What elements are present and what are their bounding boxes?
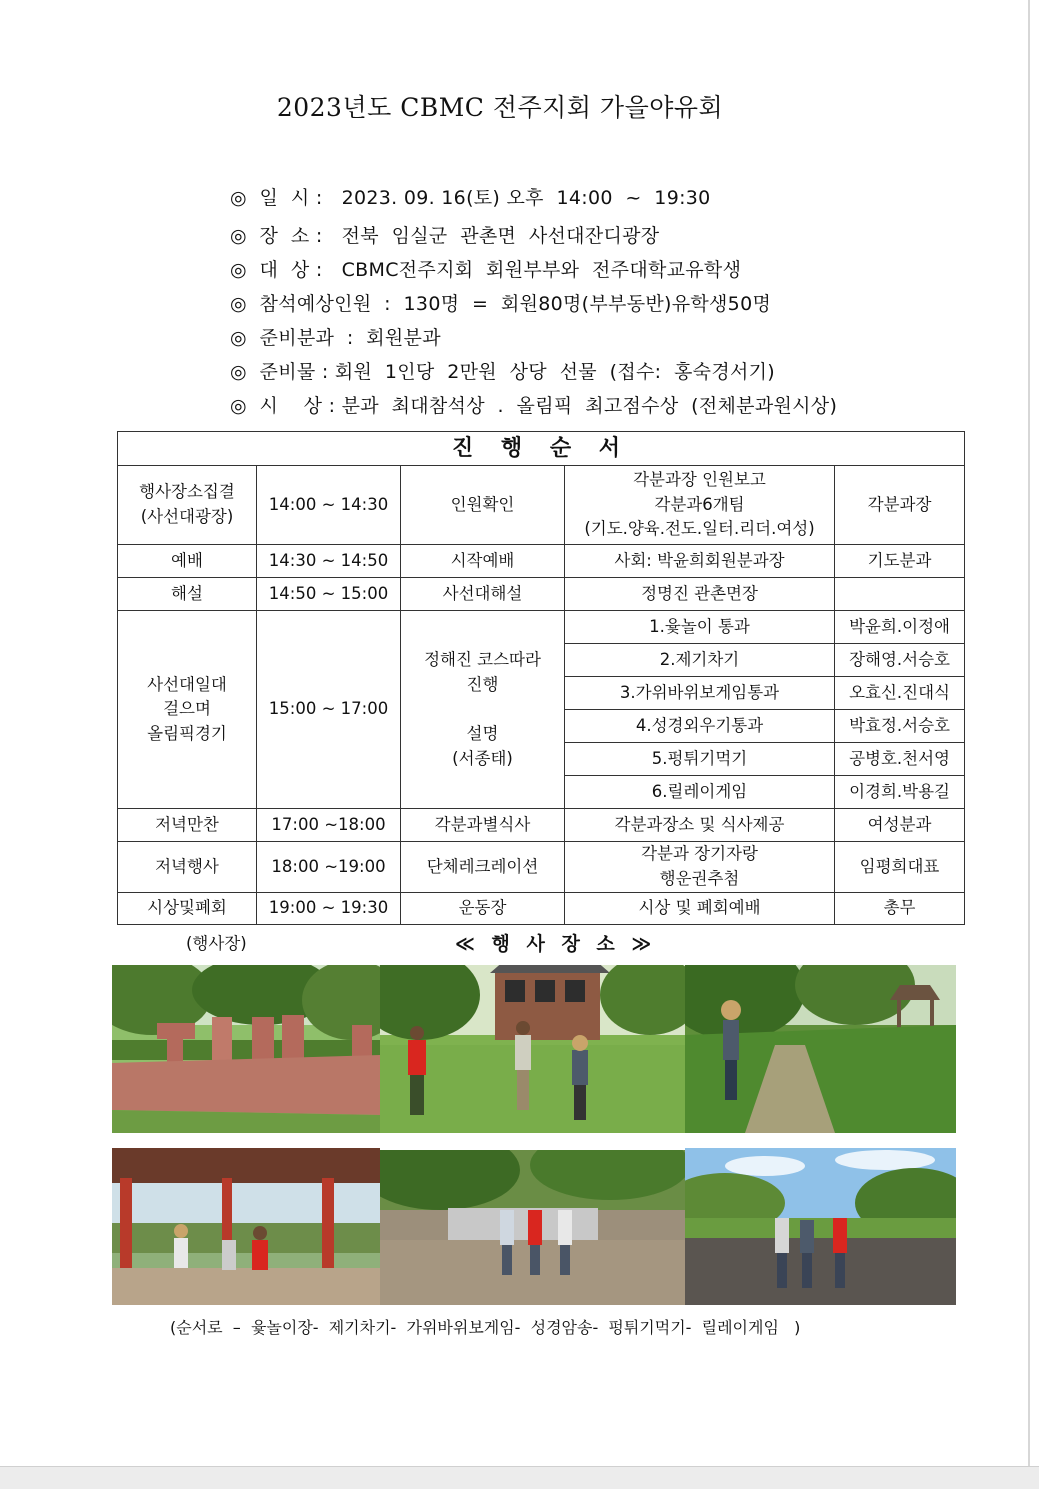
photo-pavilion xyxy=(112,1148,380,1305)
game-owner: 장해영.서승호 xyxy=(835,644,965,677)
cell-owner: 기도분과 xyxy=(835,545,965,578)
schedule-title: 진 행 순 서 xyxy=(118,432,965,466)
cell-text: (서종태) xyxy=(452,748,513,768)
info-attendance: ◎ 참석예상인원 : 130명 = 회원80명(부부동반)유학생50명 xyxy=(230,293,772,315)
cell-time: 19:00 ~ 19:30 xyxy=(257,892,401,924)
cell-time: 14:30 ~ 14:50 xyxy=(257,545,401,578)
cell-text: 진행 xyxy=(466,674,499,694)
cell-text: 행운권추첨 xyxy=(659,869,740,889)
game-owner: 공병호.천서영 xyxy=(835,743,965,776)
document-title: 2023년도 CBMC 전주지회 가을야유회 xyxy=(276,93,724,122)
page-bottom-strip xyxy=(0,1466,1039,1489)
cell-owner xyxy=(835,578,965,611)
cell-time: 15:00 ~ 17:00 xyxy=(257,611,401,809)
venue-heading: ≪ 행 사 장 소 ≫ xyxy=(455,933,657,955)
cell-event: 단체레크레이션 xyxy=(401,842,565,893)
game-owner: 오효신.진대식 xyxy=(835,677,965,710)
cell-event: 각분과별식사 xyxy=(401,809,565,842)
game-name: 3.가위바위보게임통과 xyxy=(565,677,835,710)
cell-time: 14:00 ~ 14:30 xyxy=(257,466,401,545)
cell-category: 저녁행사 xyxy=(118,842,257,893)
schedule-table xyxy=(117,431,965,925)
game-name: 6.릴레이게임 xyxy=(565,776,835,809)
photo-order-caption: (순서로 – 윷놀이장- 제기차기- 가위바위보게임- 성경암송- 펑튀기먹기- 릴레이게임 ) xyxy=(170,1318,801,1337)
cell-text: 사선대일대 xyxy=(147,674,227,694)
cell-event: 운동장 xyxy=(401,892,565,924)
photo-field-path xyxy=(685,965,956,1133)
info-awards: ◎ 시 상 : 분과 최대참석상 . 올림픽 최고점수상 (전체분과원시상) xyxy=(230,395,838,417)
table-row xyxy=(118,466,965,545)
cell-text: (기도.양육.전도.일터.리더.여성) xyxy=(584,519,815,539)
cell-category xyxy=(118,611,257,809)
cell-time: 17:00 ~18:00 xyxy=(257,809,401,842)
info-target: ◎ 대 상 : CBMC전주지회 회원부부와 전주대학교유학생 xyxy=(230,259,742,281)
game-owner: 이경희.박용길 xyxy=(835,776,965,809)
cell-text: (사선대광장) xyxy=(140,507,234,527)
table-row xyxy=(118,842,965,893)
cell-event xyxy=(401,611,565,809)
cell-time: 18:00 ~19:00 xyxy=(257,842,401,893)
cell-detail: 사회: 박윤희회원분과장 xyxy=(565,545,835,578)
game-name: 5.펑튀기먹기 xyxy=(565,743,835,776)
cell-text: 올림픽경기 xyxy=(147,724,227,744)
game-name: 1.윷놀이 통과 xyxy=(565,611,835,644)
cell-text: 각분과6개팀 xyxy=(654,494,745,514)
cell-event: 사선대해설 xyxy=(401,578,565,611)
venue-label: (행사장) xyxy=(186,934,247,953)
photo-gravel-yard xyxy=(380,1150,685,1305)
cell-text: 각분과장 인원보고 xyxy=(633,469,766,489)
game-name: 2.제기차기 xyxy=(565,644,835,677)
photo-stage xyxy=(112,965,380,1133)
table-row xyxy=(118,892,965,924)
page-right-border xyxy=(1028,0,1030,1468)
cell-category: 해설 xyxy=(118,578,257,611)
info-date: ◎ 일 시 : 2023. 09. 16(토) 오후 14:00 ~ 19:30 xyxy=(230,187,711,209)
cell-detail: 시상 및 폐회예배 xyxy=(565,892,835,924)
cell-owner: 여성분과 xyxy=(835,809,965,842)
cell-owner: 각분과장 xyxy=(835,466,965,545)
cell-category xyxy=(118,466,257,545)
cell-category: 저녁만찬 xyxy=(118,809,257,842)
cell-detail xyxy=(565,466,835,545)
game-owner: 박효정.서승호 xyxy=(835,710,965,743)
table-row xyxy=(118,611,965,644)
table-row xyxy=(118,809,965,842)
cell-text: 설명 xyxy=(466,724,499,744)
cell-category: 시상및폐회 xyxy=(118,892,257,924)
photo-garden-plaza xyxy=(685,1148,956,1305)
info-prep-team: ◎ 준비분과 : 회원분과 xyxy=(230,327,441,349)
cell-text: 걸으며 xyxy=(163,699,211,719)
cell-text: 각분과 장기자랑 xyxy=(641,844,758,864)
cell-event: 시작예배 xyxy=(401,545,565,578)
cell-detail: 정명진 관촌면장 xyxy=(565,578,835,611)
cell-time: 14:50 ~ 15:00 xyxy=(257,578,401,611)
cell-owner: 임평희대표 xyxy=(835,842,965,893)
cell-detail xyxy=(565,842,835,893)
info-place: ◎ 장 소 : 전북 임실군 관촌면 사선대잔디광장 xyxy=(230,225,660,247)
cell-text: 행사장소집결 xyxy=(139,482,235,502)
game-owner: 박윤희.이정애 xyxy=(835,611,965,644)
cell-detail: 각분과장소 및 식사제공 xyxy=(565,809,835,842)
table-row xyxy=(118,545,965,578)
cell-category: 예배 xyxy=(118,545,257,578)
photo-lawn-building xyxy=(380,965,685,1133)
cell-text: 정해진 코스따라 xyxy=(424,649,541,669)
cell-owner: 총무 xyxy=(835,892,965,924)
table-row xyxy=(118,578,965,611)
cell-event: 인원확인 xyxy=(401,466,565,545)
info-supplies: ◎ 준비물 : 회원 1인당 2만원 상당 선물 (접수: 홍숙경서기) xyxy=(230,361,775,383)
game-name: 4.성경외우기통과 xyxy=(565,710,835,743)
